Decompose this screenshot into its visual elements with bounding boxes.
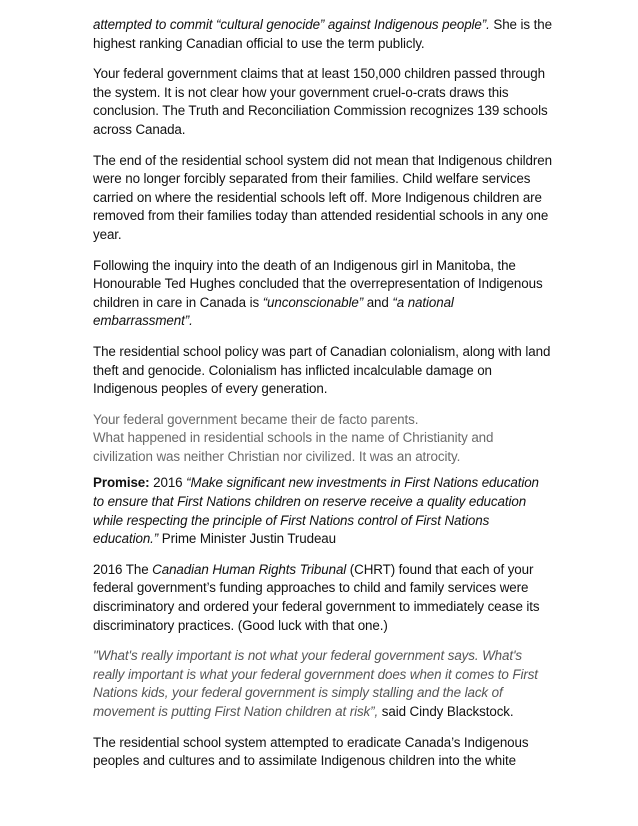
paragraph-text: 2016 The [93,561,153,577]
paragraph-7 [93,474,553,548]
quote-text: “unconscionable” [262,294,364,310]
promise-attribution: Prime Minister Justin Trudeau [158,531,336,547]
document-page [93,16,553,783]
paragraph-text: (CHRT) found that each of your federal government’s funding approaches to child and family services were discriminatory and ordered your federal government to immediately cease its discriminatory practices. (Good luck with that one.) [93,561,540,633]
conjunction: and [363,294,393,310]
paragraph-4 [93,257,553,331]
blackstock-quote: "What's really important is not what your federal government says. What's really important is what your federal government does when it comes to First Nations kids, your federal government is simply stalling and the lack of movement is putting First Nation children at risk”, [93,648,538,719]
quote-text: attempted to commit “cultural genocide” against Indigenous people”. [93,17,490,32]
paragraph-line: What happened in residential schools in the name of Christianity and civilization was neither Christian nor civilized. It was an atrocity. [93,430,494,464]
paragraph-6 [93,411,553,467]
promise-label: Promise: [93,475,150,491]
paragraph-9 [93,647,553,721]
paragraph-2: Your federal government claims that at least 150,000 children passed through the system. It is not clear how your government cruel-o-crats draws this conclusion. The Truth and Reconciliation Commission recognizes 139 schools across Canada. [93,66,548,137]
paragraph-1 [93,16,553,53]
paragraph-10: The residential school system attempted to eradicate Canada’s Indigenous peoples and cultures and to assimilate Indigenous children into the white [93,734,529,769]
paragraph-3: The end of the residential school system did not mean that Indigenous children were no longer forcibly separated from their families. Child welfare services carried on where the residential schools left off. More Indigenous children are removed from their families today than attended residential schools in any one year. [93,152,552,242]
paragraph-5: The residential school policy was part of Canadian colonialism, along with land theft and genocide. Colonialism has inflicted incalculable damage on Indigenous peoples of every generation. [93,343,551,397]
promise-quote: “Make significant new investments in First Nations education to ensure that First Nations children on reserve receive a quality education while respecting the principle of First Nations control of First Nations education.” [93,475,539,547]
paragraph-8 [93,561,553,635]
tribunal-name: Canadian Human Rights Tribunal [152,561,347,577]
quote-text: “a national embarrassment”. [93,294,454,329]
promise-year: 2016 [149,475,187,491]
paragraph-line: Your federal government became their de facto parents. [93,411,419,427]
paragraph-text: Following the inquiry into the death of an Indigenous girl in Manitoba, the Honourable Ted Hughes concluded that the overrepresentation of Indigenous children in care in Canada is [93,257,543,310]
paragraph-text: She is the highest ranking Canadian official to use the term publicly. [93,17,552,51]
quote-attribution: said Cindy Blackstock. [378,704,514,719]
